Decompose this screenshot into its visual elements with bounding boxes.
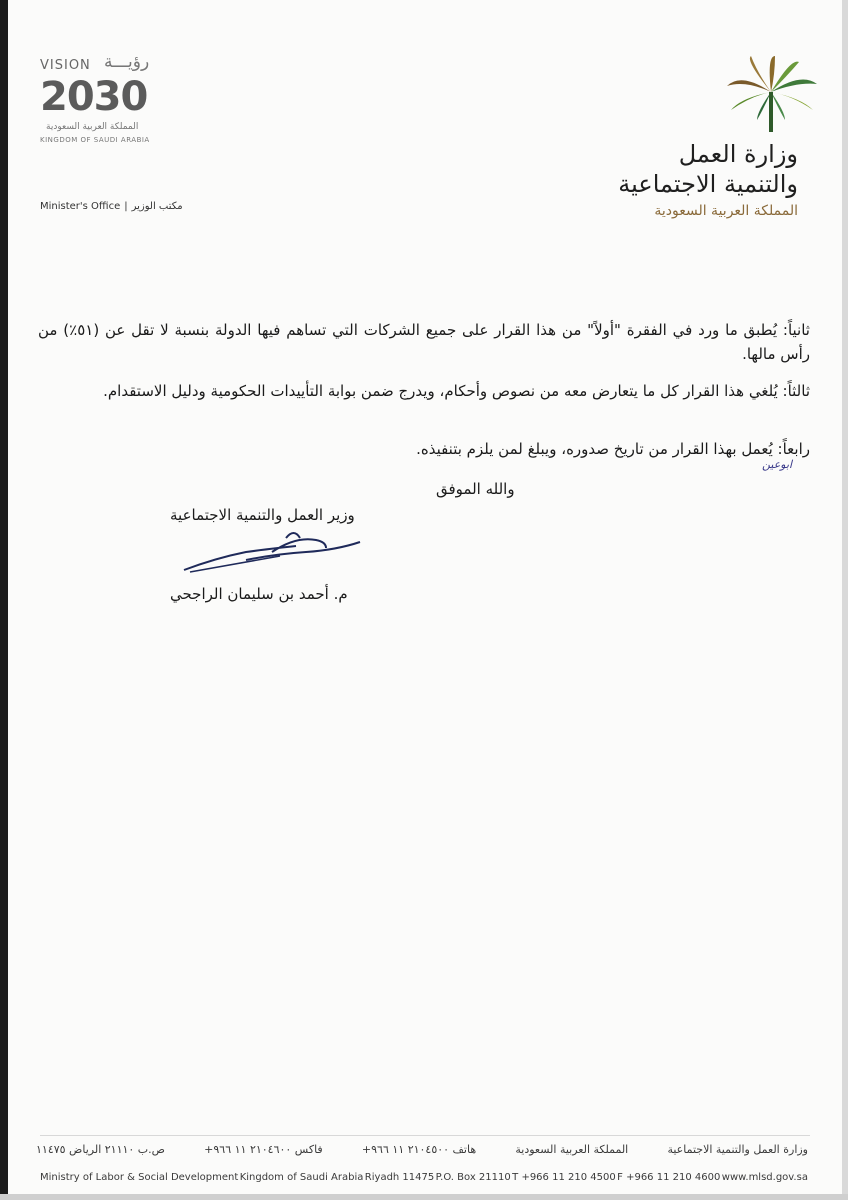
vision-word-arabic: رؤيـــة	[104, 52, 150, 72]
footer-phone-en: T +966 11 210 4500	[512, 1172, 616, 1183]
paragraph-text: يُعمل بهذا القرار من تاريخ صدوره، ويبلغ لمن يلزم بتنفيذه.	[416, 440, 773, 458]
footer-web-link[interactable]: www.mlsd.gov.sa	[721, 1172, 808, 1183]
footer-arabic	[36, 1143, 808, 1156]
ministry-name-line2: والتنمية الاجتماعية	[618, 170, 798, 198]
footer-phone-ar: هاتف ٢١٠٤٥٠٠ ١١ ٩٦٦+	[361, 1143, 477, 1156]
handwritten-initials: ابوعين	[762, 458, 793, 471]
footer-english	[40, 1172, 808, 1183]
footer-divider	[40, 1135, 810, 1136]
paragraph-text: يُلغي هذا القرار كل ما يتعارض معه من نصوص وأحكام، ويدرج ضمن بوابة التأييدات الحكومية ودليل الاستقدام.	[103, 382, 778, 400]
footer-city-en: Riyadh 11475	[364, 1172, 435, 1183]
vision-2030-logo	[40, 52, 170, 148]
paragraph-fourth	[38, 437, 810, 461]
ministry-name-line1: وزارة العمل	[678, 140, 798, 168]
handwritten-signature	[176, 530, 366, 580]
footer-fax-en: F +966 11 210 4600	[617, 1172, 721, 1183]
vision-kingdom-english: KINGDOM OF SAUDI ARABIA	[40, 136, 150, 144]
footer-ministry-ar: وزارة العمل والتنمية الاجتماعية	[667, 1143, 808, 1156]
paragraph-text: يُطبق ما ورد في الفقرة "أولاً" من هذا القرار على جميع الشركات التي تساهم فيها الدولة بنسبة لا تقل عن (٥١٪) من رأس مالها.	[38, 321, 810, 363]
ministry-kingdom: المملكة العربية السعودية	[654, 203, 798, 219]
paragraph-third	[38, 379, 810, 403]
signatory-name: م. أحمد بن سليمان الراجحي	[170, 585, 348, 603]
footer-kingdom-en: Kingdom of Saudi Arabia	[239, 1172, 364, 1183]
footer-kingdom-ar: المملكة العربية السعودية	[515, 1143, 629, 1156]
office-english: Minister's Office	[40, 201, 121, 212]
vision-kingdom-arabic: المملكة العربية السعودية	[46, 122, 139, 132]
paragraph-label: رابعاً:	[777, 440, 810, 458]
closing-phrase: والله الموفق	[436, 480, 515, 498]
signatory-title: وزير العمل والتنمية الاجتماعية	[170, 506, 355, 524]
vision-year: 2030	[40, 74, 148, 120]
paragraph-second	[38, 318, 810, 366]
office-label	[40, 201, 183, 212]
scan-border-right	[842, 0, 848, 1200]
office-separator: |	[124, 201, 128, 212]
paragraph-label: ثانياً:	[782, 321, 810, 339]
footer-fax-ar: فاكس ٢١٠٤٦٠٠ ١١ ٩٦٦+	[204, 1143, 323, 1156]
scan-border-left	[0, 0, 8, 1200]
scan-border-bottom	[0, 1194, 848, 1200]
vision-word: VISION	[40, 58, 91, 73]
ministry-palm-icon	[724, 56, 818, 136]
office-arabic: مكتب الوزير	[131, 201, 183, 212]
footer-pobox-en: P.O. Box 21110	[435, 1172, 511, 1183]
paragraph-label: ثالثاً:	[782, 382, 810, 400]
footer-ministry-en: Ministry of Labor & Social Development	[40, 1172, 239, 1183]
footer-pobox-ar: ص.ب ٢١١١٠ الرياض ١١٤٧٥	[36, 1143, 165, 1156]
